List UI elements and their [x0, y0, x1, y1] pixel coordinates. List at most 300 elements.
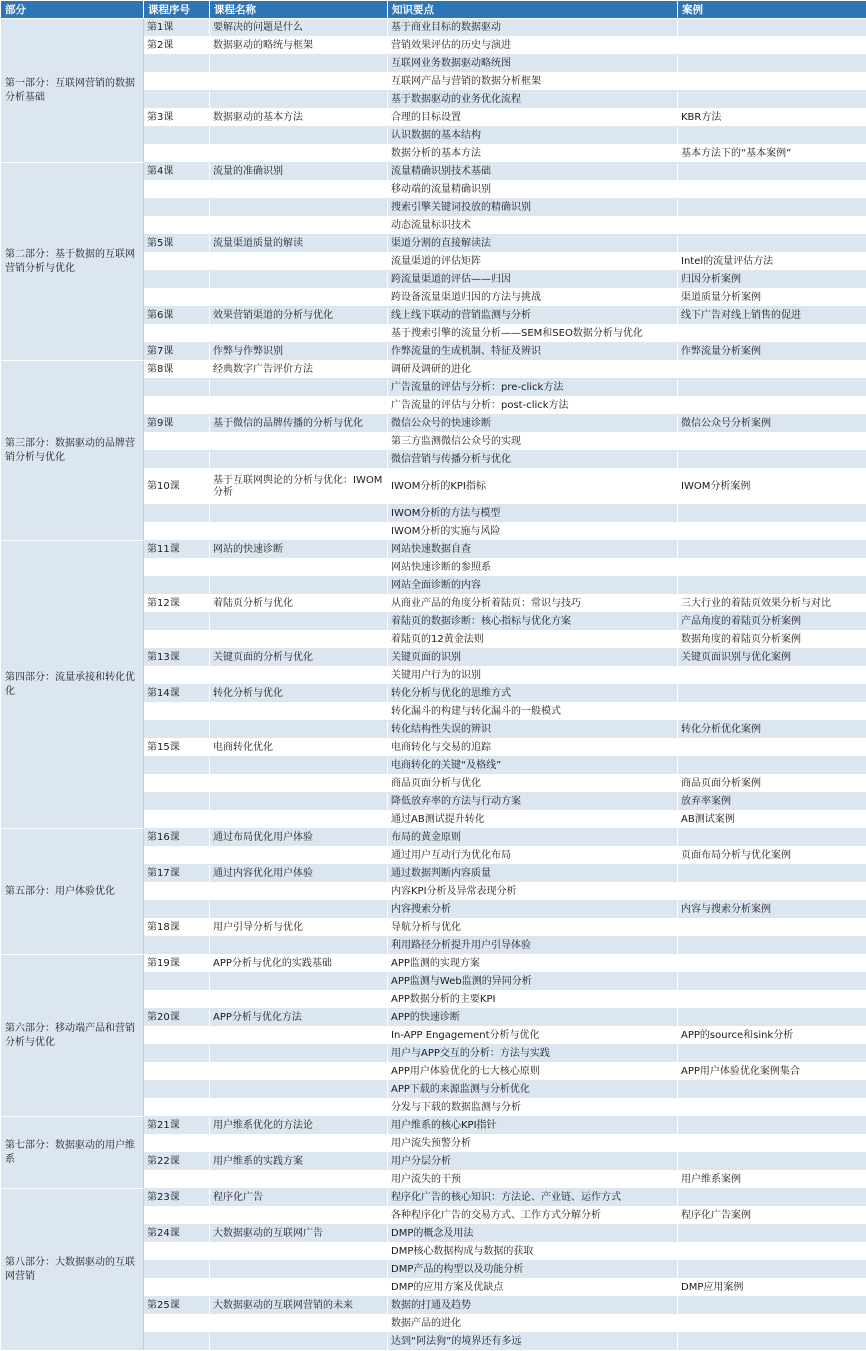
knowledge-point-cell: APP用户体验优化的七大核心原则	[388, 1063, 678, 1081]
lesson-number-cell	[144, 775, 210, 793]
case-cell: 基本方法下的“基本案例”	[678, 145, 866, 163]
lesson-name-cell: 通过内容优化用户体验	[210, 865, 388, 883]
knowledge-point-cell: 利用路径分析提升用户引导体验	[388, 937, 678, 955]
case-cell	[678, 163, 866, 181]
knowledge-point-cell: 转化结构性失误的辨识	[388, 721, 678, 739]
case-cell	[678, 325, 866, 343]
lesson-number-cell: 第16课	[144, 829, 210, 847]
lesson-name-cell: 流量的准确识别	[210, 163, 388, 181]
lesson-number-cell: 第9课	[144, 415, 210, 433]
case-cell: 页面布局分析与优化案例	[678, 847, 866, 865]
lesson-number-cell	[144, 127, 210, 145]
lesson-number-cell	[144, 1333, 210, 1351]
lesson-name-cell: 转化分析与优化	[210, 685, 388, 703]
case-cell	[678, 19, 866, 37]
knowledge-point-cell: 关键用户行为的识别	[388, 667, 678, 685]
lesson-number-cell: 第11课	[144, 541, 210, 559]
header-part: 部分	[1, 1, 144, 19]
lesson-number-cell	[144, 883, 210, 901]
case-cell	[678, 685, 866, 703]
lesson-number-cell: 第8课	[144, 361, 210, 379]
lesson-name-cell	[210, 253, 388, 271]
lesson-number-cell	[144, 271, 210, 289]
lesson-name-cell	[210, 631, 388, 649]
lesson-number-cell: 第22课	[144, 1153, 210, 1171]
knowledge-point-cell: 网站快速数据自查	[388, 541, 678, 559]
knowledge-point-cell: 用户流失的干预	[388, 1171, 678, 1189]
lesson-number-cell	[144, 523, 210, 541]
part-title: 第一部分：互联网营销的数据分析基础	[1, 19, 144, 163]
case-cell	[678, 541, 866, 559]
lesson-number-cell	[144, 73, 210, 91]
lesson-number-cell	[144, 1081, 210, 1099]
header-case: 案例	[678, 1, 866, 19]
case-cell	[678, 703, 866, 721]
lesson-number-cell: 第5课	[144, 235, 210, 253]
lesson-number-cell: 第20课	[144, 1009, 210, 1027]
case-cell	[678, 127, 866, 145]
lesson-name-cell: 效果营销渠道的分析与优化	[210, 307, 388, 325]
case-cell	[678, 523, 866, 541]
knowledge-point-cell: 程序化广告的核心知识：方法论、产业链、运作方式	[388, 1189, 678, 1207]
knowledge-point-cell: 用户流失预警分析	[388, 1135, 678, 1153]
lesson-name-cell	[210, 613, 388, 631]
case-cell	[678, 379, 866, 397]
case-cell	[678, 991, 866, 1009]
case-cell	[678, 757, 866, 775]
lesson-number-cell	[144, 1315, 210, 1333]
knowledge-point-cell: In-APP Engagement分析与优化	[388, 1027, 678, 1045]
knowledge-point-cell: 微信公众号的快速诊断	[388, 415, 678, 433]
case-cell: 三大行业的着陆页效果分析与对比	[678, 595, 866, 613]
knowledge-point-cell: APP的快速诊断	[388, 1009, 678, 1027]
case-cell	[678, 973, 866, 991]
case-cell	[678, 433, 866, 451]
lesson-number-cell	[144, 559, 210, 577]
table-row	[1, 1189, 866, 1207]
lesson-number-cell	[144, 217, 210, 235]
lesson-name-cell	[210, 379, 388, 397]
lesson-name-cell	[210, 523, 388, 541]
knowledge-point-cell: 互联网业务数据驱动略统图	[388, 55, 678, 73]
lesson-name-cell	[210, 1081, 388, 1099]
lesson-number-cell	[144, 1063, 210, 1081]
case-cell	[678, 667, 866, 685]
lesson-name-cell	[210, 973, 388, 991]
knowledge-point-cell: 电商转化的关键“及格线”	[388, 757, 678, 775]
lesson-number-cell: 第12课	[144, 595, 210, 613]
lesson-number-cell	[144, 289, 210, 307]
lesson-name-cell	[210, 775, 388, 793]
knowledge-point-cell: 动态流量标识技术	[388, 217, 678, 235]
case-cell	[678, 199, 866, 217]
lesson-number-cell: 第6课	[144, 307, 210, 325]
case-cell	[678, 1225, 866, 1243]
case-cell	[678, 955, 866, 973]
knowledge-point-cell: 着陆页的12黄金法则	[388, 631, 678, 649]
case-cell	[678, 739, 866, 757]
lesson-number-cell: 第14课	[144, 685, 210, 703]
case-cell	[678, 505, 866, 523]
case-cell	[678, 217, 866, 235]
part-title: 第四部分：流量承接和转化优化	[1, 541, 144, 829]
case-cell: 数据角度的着陆页分析案例	[678, 631, 866, 649]
case-cell: 线下广告对线上销售的促进	[678, 307, 866, 325]
lesson-name-cell: 着陆页分析与优化	[210, 595, 388, 613]
knowledge-point-cell: 数据产品的进化	[388, 1315, 678, 1333]
case-cell	[678, 919, 866, 937]
lesson-number-cell	[144, 793, 210, 811]
lesson-number-cell	[144, 199, 210, 217]
case-cell: 作弊流量分析案例	[678, 343, 866, 361]
lesson-name-cell	[210, 1243, 388, 1261]
knowledge-point-cell: 移动端的流量精确识别	[388, 181, 678, 199]
lesson-name-cell	[210, 937, 388, 955]
case-cell	[678, 1243, 866, 1261]
case-cell: DMP应用案例	[678, 1279, 866, 1297]
knowledge-point-cell: 认识数据的基本结构	[388, 127, 678, 145]
case-cell: IWOM分析案例	[678, 469, 866, 505]
lesson-number-cell	[144, 397, 210, 415]
lesson-name-cell: 数据驱动的略统与框架	[210, 37, 388, 55]
lesson-name-cell	[210, 217, 388, 235]
case-cell: 转化分析优化案例	[678, 721, 866, 739]
knowledge-point-cell: 营销效果评估的历史与演进	[388, 37, 678, 55]
lesson-number-cell	[144, 1279, 210, 1297]
knowledge-point-cell: 各种程序化广告的交易方式、工作方式分解分析	[388, 1207, 678, 1225]
lesson-number-cell	[144, 937, 210, 955]
case-cell	[678, 883, 866, 901]
lesson-number-cell: 第7课	[144, 343, 210, 361]
knowledge-point-cell: 网站快速诊断的参照系	[388, 559, 678, 577]
lesson-number-cell	[144, 811, 210, 829]
header-lesson-number: 课程序号	[144, 1, 210, 19]
knowledge-point-cell: 线上线下联动的营销监测与分析	[388, 307, 678, 325]
lesson-name-cell	[210, 397, 388, 415]
knowledge-point-cell: 用户与APP交互的分析：方法与实践	[388, 1045, 678, 1063]
lesson-name-cell: 基于微信的品牌传播的分析与优化	[210, 415, 388, 433]
case-cell	[678, 937, 866, 955]
case-cell	[678, 37, 866, 55]
knowledge-point-cell: 布局的黄金原则	[388, 829, 678, 847]
case-cell: 产品角度的着陆页分析案例	[678, 613, 866, 631]
lesson-number-cell	[144, 181, 210, 199]
lesson-number-cell	[144, 253, 210, 271]
case-cell	[678, 91, 866, 109]
table-body	[1, 19, 866, 1351]
knowledge-point-cell: APP监测的实现方案	[388, 955, 678, 973]
knowledge-point-cell: 基于搜索引擎的流量分析——SEM和SEO数据分析与优化	[388, 325, 678, 343]
lesson-number-cell	[144, 145, 210, 163]
lesson-name-cell	[210, 91, 388, 109]
case-cell	[678, 577, 866, 595]
knowledge-point-cell: 通过数据判断内容质量	[388, 865, 678, 883]
part-title: 第六部分：移动端产品和营销分析与优化	[1, 955, 144, 1117]
case-cell	[678, 1153, 866, 1171]
lesson-number-cell	[144, 991, 210, 1009]
lesson-number-cell: 第4课	[144, 163, 210, 181]
lesson-number-cell: 第17课	[144, 865, 210, 883]
lesson-name-cell: 通过布局优化用户体验	[210, 829, 388, 847]
knowledge-point-cell: 达到“阿法狗”的境界还有多远	[388, 1333, 678, 1351]
lesson-name-cell: APP分析与优化方法	[210, 1009, 388, 1027]
table-row	[1, 955, 866, 973]
knowledge-point-cell: 用户分层分析	[388, 1153, 678, 1171]
case-cell	[678, 55, 866, 73]
knowledge-point-cell: 广告流量的评估与分析：pre-click方法	[388, 379, 678, 397]
table-row	[1, 361, 866, 379]
knowledge-point-cell: DMP的应用方案及优缺点	[388, 1279, 678, 1297]
lesson-number-cell: 第2课	[144, 37, 210, 55]
case-cell: APP用户体验优化案例集合	[678, 1063, 866, 1081]
lesson-name-cell	[210, 883, 388, 901]
case-cell	[678, 1261, 866, 1279]
part-title: 第七部分：数据驱动的用户维系	[1, 1117, 144, 1189]
lesson-number-cell: 第19课	[144, 955, 210, 973]
lesson-name-cell	[210, 1207, 388, 1225]
lesson-number-cell	[144, 55, 210, 73]
lesson-name-cell: 大数据驱动的互联网营销的未来	[210, 1297, 388, 1315]
case-cell: AB测试案例	[678, 811, 866, 829]
part-title: 第八部分：大数据驱动的互联网营销	[1, 1189, 144, 1351]
lesson-name-cell	[210, 73, 388, 91]
lesson-name-cell: 电商转化优化	[210, 739, 388, 757]
knowledge-point-cell: 调研及调研的进化	[388, 361, 678, 379]
knowledge-point-cell: 分发与下载的数据监测与分析	[388, 1099, 678, 1117]
lesson-number-cell	[144, 451, 210, 469]
lesson-name-cell	[210, 127, 388, 145]
lesson-number-cell	[144, 1261, 210, 1279]
knowledge-point-cell: 降低放弃率的方法与行动方案	[388, 793, 678, 811]
part-title: 第五部分：用户体验优化	[1, 829, 144, 955]
case-cell	[678, 1099, 866, 1117]
lesson-name-cell: 用户维系的实践方案	[210, 1153, 388, 1171]
knowledge-point-cell: DMP核心数据构成与数据的获取	[388, 1243, 678, 1261]
lesson-number-cell	[144, 1243, 210, 1261]
case-cell	[678, 865, 866, 883]
lesson-name-cell	[210, 901, 388, 919]
header-row	[1, 1, 866, 19]
case-cell	[678, 1315, 866, 1333]
lesson-name-cell: 数据驱动的基本方法	[210, 109, 388, 127]
lesson-name-cell	[210, 505, 388, 523]
part-title: 第二部分：基于数据的互联网营销分析与优化	[1, 163, 144, 361]
knowledge-point-cell: IWOM分析的方法与模型	[388, 505, 678, 523]
lesson-number-cell: 第25课	[144, 1297, 210, 1315]
lesson-name-cell: 大数据驱动的互联网广告	[210, 1225, 388, 1243]
lesson-number-cell: 第23课	[144, 1189, 210, 1207]
lesson-number-cell	[144, 1099, 210, 1117]
case-cell	[678, 361, 866, 379]
case-cell	[678, 1117, 866, 1135]
case-cell	[678, 397, 866, 415]
lesson-number-cell: 第21课	[144, 1117, 210, 1135]
lesson-name-cell	[210, 289, 388, 307]
knowledge-point-cell: 商品页面分析与优化	[388, 775, 678, 793]
knowledge-point-cell: 流量精确识别技术基础	[388, 163, 678, 181]
lesson-name-cell	[210, 577, 388, 595]
lesson-number-cell: 第10课	[144, 469, 210, 505]
lesson-number-cell	[144, 91, 210, 109]
lesson-number-cell	[144, 847, 210, 865]
knowledge-point-cell: 跨流量渠道的评估——归因	[388, 271, 678, 289]
lesson-name-cell: 要解决的问题是什么	[210, 19, 388, 37]
table-row	[1, 1117, 866, 1135]
case-cell: 用户维系案例	[678, 1171, 866, 1189]
lesson-number-cell: 第15课	[144, 739, 210, 757]
knowledge-point-cell: APP监测与Web监测的异同分析	[388, 973, 678, 991]
knowledge-point-cell: 微信营销与传播分析与优化	[388, 451, 678, 469]
lesson-name-cell: 关键页面的分析与优化	[210, 649, 388, 667]
knowledge-point-cell: 着陆页的数据诊断：核心指标与优化方案	[388, 613, 678, 631]
lesson-number-cell: 第24课	[144, 1225, 210, 1243]
lesson-name-cell	[210, 433, 388, 451]
lesson-name-cell	[210, 271, 388, 289]
lesson-name-cell: 经典数字广告评价方法	[210, 361, 388, 379]
knowledge-point-cell: 电商转化与交易的追踪	[388, 739, 678, 757]
lesson-name-cell: 用户维系优化的方法论	[210, 1117, 388, 1135]
case-cell	[678, 181, 866, 199]
lesson-number-cell	[144, 667, 210, 685]
lesson-number-cell	[144, 703, 210, 721]
case-cell	[678, 1045, 866, 1063]
lesson-name-cell	[210, 847, 388, 865]
table-row	[1, 829, 866, 847]
knowledge-point-cell: 通过AB测试提升转化	[388, 811, 678, 829]
case-cell	[678, 1081, 866, 1099]
case-cell: Intel的流量评估方法	[678, 253, 866, 271]
lesson-name-cell	[210, 1135, 388, 1153]
case-cell: 程序化广告案例	[678, 1207, 866, 1225]
case-cell: 关键页面识别与优化案例	[678, 649, 866, 667]
lesson-name-cell	[210, 757, 388, 775]
knowledge-point-cell: 数据的打通及趋势	[388, 1297, 678, 1315]
lesson-name-cell	[210, 793, 388, 811]
lesson-name-cell	[210, 559, 388, 577]
lesson-name-cell	[210, 199, 388, 217]
lesson-number-cell	[144, 577, 210, 595]
case-cell	[678, 235, 866, 253]
lesson-number-cell	[144, 901, 210, 919]
lesson-number-cell	[144, 631, 210, 649]
knowledge-point-cell: 导航分析与优化	[388, 919, 678, 937]
lesson-number-cell	[144, 325, 210, 343]
case-cell	[678, 829, 866, 847]
knowledge-point-cell: 流量渠道的评估矩阵	[388, 253, 678, 271]
case-cell: KBR方法	[678, 109, 866, 127]
lesson-name-cell	[210, 55, 388, 73]
lesson-number-cell	[144, 1045, 210, 1063]
case-cell	[678, 1333, 866, 1351]
lesson-name-cell	[210, 1027, 388, 1045]
knowledge-point-cell: 转化漏斗的构建与转化漏斗的一般模式	[388, 703, 678, 721]
lesson-number-cell	[144, 433, 210, 451]
lesson-name-cell	[210, 991, 388, 1009]
lesson-name-cell: 程序化广告	[210, 1189, 388, 1207]
knowledge-point-cell: 通过用户互动行为优化布局	[388, 847, 678, 865]
knowledge-point-cell: APP数据分析的主要KPI	[388, 991, 678, 1009]
lesson-number-cell: 第3课	[144, 109, 210, 127]
lesson-name-cell: 作弊与作弊识别	[210, 343, 388, 361]
knowledge-point-cell: 从商业产品的角度分析着陆页：常识与技巧	[388, 595, 678, 613]
knowledge-point-cell: 内容搜索分析	[388, 901, 678, 919]
knowledge-point-cell: IWOM分析的实施与风险	[388, 523, 678, 541]
case-cell: 内容与搜索分析案例	[678, 901, 866, 919]
knowledge-point-cell: APP下载的来源监测与分析优化	[388, 1081, 678, 1099]
knowledge-point-cell: 广告流量的评估与分析：post-click方法	[388, 397, 678, 415]
knowledge-point-cell: 数据分析的基本方法	[388, 145, 678, 163]
knowledge-point-cell: 用户维系的核心KPI指针	[388, 1117, 678, 1135]
case-cell: 归因分析案例	[678, 271, 866, 289]
knowledge-point-cell: 转化分析与优化的思维方式	[388, 685, 678, 703]
case-cell: 渠道质量分析案例	[678, 289, 866, 307]
case-cell	[678, 559, 866, 577]
lesson-name-cell	[210, 451, 388, 469]
knowledge-point-cell: 渠道分割的直接解读法	[388, 235, 678, 253]
case-cell: 商品页面分析案例	[678, 775, 866, 793]
case-cell	[678, 1135, 866, 1153]
lesson-name-cell	[210, 1333, 388, 1351]
part-title: 第三部分：数据驱动的品牌营销分析与优化	[1, 361, 144, 541]
lesson-number-cell	[144, 379, 210, 397]
case-cell	[678, 73, 866, 91]
lesson-name-cell	[210, 811, 388, 829]
knowledge-point-cell: 合理的目标设置	[388, 109, 678, 127]
lesson-number-cell	[144, 613, 210, 631]
knowledge-point-cell: 关键页面的识别	[388, 649, 678, 667]
case-cell: APP的source和sink分析	[678, 1027, 866, 1045]
lesson-name-cell	[210, 721, 388, 739]
lesson-number-cell	[144, 757, 210, 775]
lesson-name-cell	[210, 145, 388, 163]
lesson-number-cell	[144, 1027, 210, 1045]
lesson-name-cell	[210, 325, 388, 343]
lesson-number-cell: 第18课	[144, 919, 210, 937]
case-cell	[678, 1297, 866, 1315]
lesson-number-cell	[144, 721, 210, 739]
knowledge-point-cell: 互联网产品与营销的数据分析框架	[388, 73, 678, 91]
knowledge-point-cell: 搜索引擎关键词投放的精确识别	[388, 199, 678, 217]
lesson-name-cell: 基于互联网舆论的分析与优化：IWOM分析	[210, 469, 388, 505]
knowledge-point-cell: DMP的概念及用法	[388, 1225, 678, 1243]
knowledge-point-cell: 基于商业目标的数据驱动	[388, 19, 678, 37]
lesson-number-cell	[144, 1135, 210, 1153]
knowledge-point-cell: 跨设备流量渠道归因的方法与挑战	[388, 289, 678, 307]
lesson-name-cell	[210, 1045, 388, 1063]
table-row	[1, 541, 866, 559]
knowledge-point-cell: 内容KPI分析及异常表现分析	[388, 883, 678, 901]
case-cell	[678, 1189, 866, 1207]
header-lesson-name: 课程名称	[210, 1, 388, 19]
lesson-number-cell	[144, 1207, 210, 1225]
lesson-name-cell	[210, 703, 388, 721]
lesson-number-cell: 第13课	[144, 649, 210, 667]
lesson-name-cell: 网站的快速诊断	[210, 541, 388, 559]
lesson-name-cell	[210, 1099, 388, 1117]
knowledge-point-cell: 作弊流量的生成机制、特征及辨识	[388, 343, 678, 361]
table-row	[1, 163, 866, 181]
lesson-name-cell	[210, 1063, 388, 1081]
lesson-name-cell	[210, 1171, 388, 1189]
lesson-name-cell	[210, 181, 388, 199]
lesson-name-cell	[210, 1261, 388, 1279]
lesson-number-cell	[144, 1171, 210, 1189]
lesson-name-cell: 用户引导分析与优化	[210, 919, 388, 937]
knowledge-point-cell: IWOM分析的KPI指标	[388, 469, 678, 505]
lesson-name-cell	[210, 1279, 388, 1297]
lesson-name-cell: 流量渠道质量的解读	[210, 235, 388, 253]
knowledge-point-cell: 第三方监测微信公众号的实现	[388, 433, 678, 451]
